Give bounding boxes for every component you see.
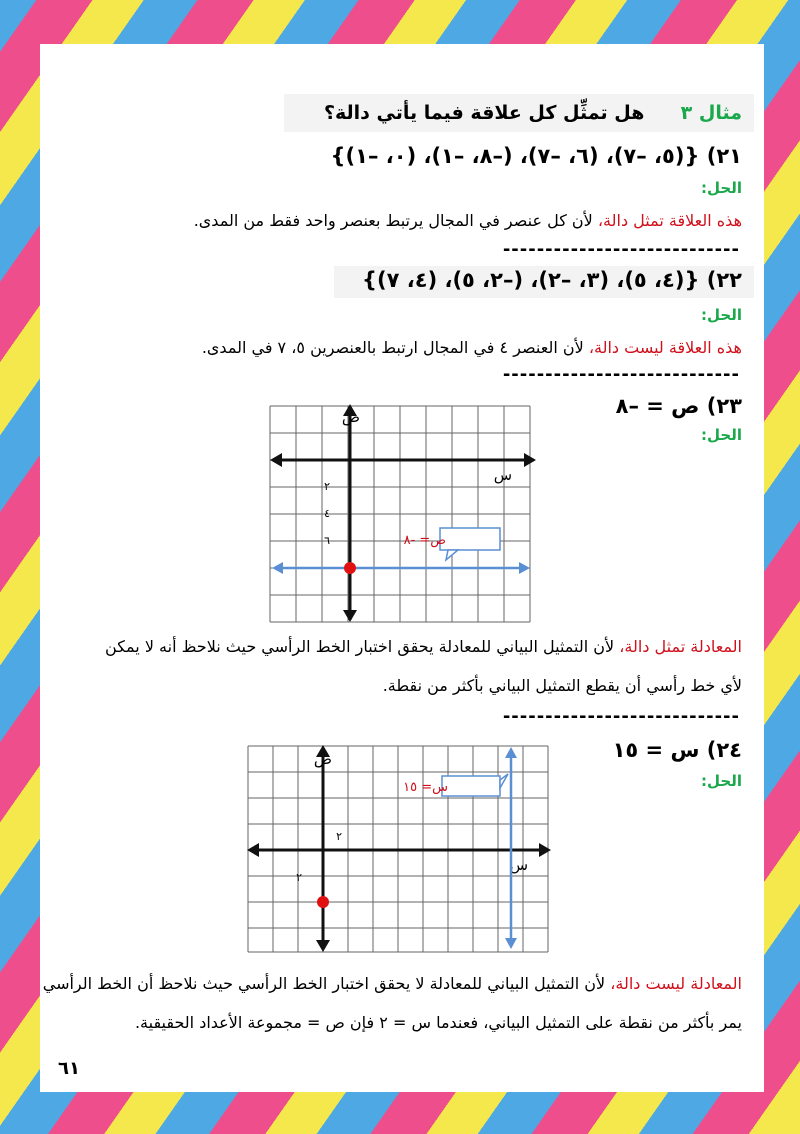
callout-box bbox=[442, 776, 500, 796]
verdict: المعادلة تمثل دالة، bbox=[619, 637, 742, 656]
problem-number: ٢٢) bbox=[706, 268, 742, 292]
reason: لأن العنصر ٤ في المجال ارتبط بالعنصرين ٥، ٧ في المدى. bbox=[201, 338, 589, 357]
answer-24-line1 bbox=[43, 974, 742, 993]
reason: لأن التمثيل البياني للمعادلة لا يحقق اختبار الخط الرأسي حيث نلاحظ أن الخط الرأسي bbox=[42, 974, 611, 993]
x-axis-label: س bbox=[509, 856, 528, 874]
page bbox=[40, 44, 764, 1092]
answer-23-line2: لأي خط رأسي أن يقطع التمثيل البياني بأكثر من نقطة. bbox=[382, 676, 742, 695]
reason: لأن التمثيل البياني للمعادلة يحقق اختبار الخط الرأسي حيث نلاحظ أنه لا يمكن bbox=[105, 637, 620, 656]
solution-label: الحل: bbox=[701, 179, 742, 197]
y-axis-label: ص bbox=[313, 750, 332, 768]
intercept-point bbox=[344, 562, 356, 574]
divider: ---------------------------- bbox=[502, 364, 740, 385]
answer-23-line1 bbox=[105, 637, 742, 656]
answer-24-line2: يمر بأكثر من نقطة على التمثيل البياني، فعندما س = ٢ فإن ص = مجموعة الأعداد الحقيقية. bbox=[134, 1013, 742, 1032]
problem-23 bbox=[616, 394, 742, 418]
problem-number: ٢١) bbox=[706, 144, 742, 168]
answer-22 bbox=[202, 338, 742, 357]
reason: لأن كل عنصر في المجال يرتبط بعنصر واحد فقط من المدى. bbox=[193, 211, 598, 230]
problem-statement: س = ١٥ bbox=[612, 738, 700, 762]
solution-label: الحل: bbox=[701, 426, 742, 444]
graph-23 bbox=[268, 404, 538, 624]
divider: ---------------------------- bbox=[502, 239, 740, 260]
graph-24 bbox=[246, 744, 552, 956]
page-number: ٦١ bbox=[58, 1058, 80, 1079]
problem-21 bbox=[331, 144, 742, 168]
callout-text: ص= -٨ bbox=[403, 533, 446, 548]
example-header-text bbox=[324, 102, 742, 124]
solution-label: الحل: bbox=[701, 306, 742, 324]
tick-label: ٢ bbox=[296, 871, 302, 884]
y-axis-label: ص bbox=[341, 408, 360, 426]
tick-label: ٢ bbox=[336, 830, 342, 843]
answer-21 bbox=[194, 211, 742, 230]
tick-label: ٤ bbox=[324, 507, 330, 520]
example-label: مثال ٣ bbox=[680, 102, 742, 124]
problem-22 bbox=[362, 268, 742, 292]
problem-24 bbox=[613, 738, 742, 762]
problem-number: ٢٤) bbox=[706, 738, 742, 762]
solution-label: الحل: bbox=[701, 772, 742, 790]
verdict: المعادلة ليست دالة، bbox=[610, 974, 742, 993]
verdict: هذه العلاقة ليست دالة، bbox=[588, 338, 742, 357]
grid bbox=[270, 406, 530, 622]
problem-statement: {(٤، ٥)، (٣، –٢)، (–٢، ٥)، (٤، ٧)} bbox=[362, 268, 700, 292]
tick-label: ٢ bbox=[324, 480, 330, 493]
verdict: هذه العلاقة تمثل دالة، bbox=[597, 211, 742, 230]
problem-statement: {(٥، –٧)، (٦، –٧)، (–٨، –١)، (٠، –١)} bbox=[330, 144, 700, 168]
intercept-point bbox=[317, 896, 329, 908]
problem-statement: ص = –٨ bbox=[615, 394, 700, 418]
callout-box bbox=[440, 528, 500, 550]
callout-text: س= ١٥ bbox=[403, 780, 448, 795]
tick-label: ٦ bbox=[324, 534, 330, 547]
problem-number: ٢٣) bbox=[706, 394, 742, 418]
divider: ---------------------------- bbox=[502, 706, 740, 727]
x-axis-label: س bbox=[493, 466, 512, 484]
callout-tail bbox=[500, 774, 508, 788]
example-question: هل تمثِّل كل علاقة فيما يأتي دالة؟ bbox=[323, 102, 645, 124]
